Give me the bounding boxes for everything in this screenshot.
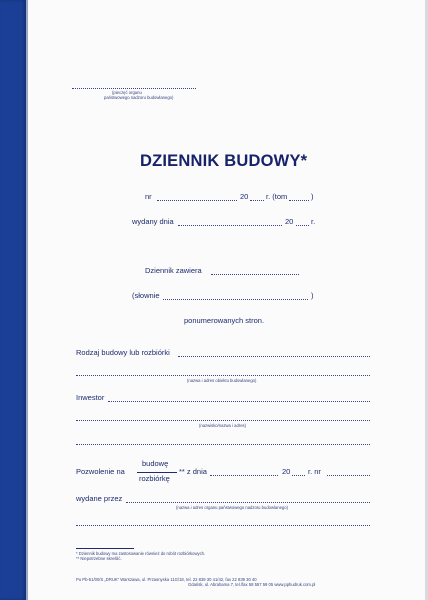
fraction-divider: [137, 472, 177, 473]
footnote-rule: [76, 548, 134, 549]
footnote-2: ** Niepotrzebne skreślić.: [76, 556, 122, 561]
year-field[interactable]: [250, 200, 264, 201]
publisher-line-2: Gdańsk, ul. Abrahama 7, tel./fax 58 557 59 05 www.pphudruk.com.pl: [188, 582, 316, 587]
tom-field[interactable]: [289, 200, 309, 201]
inwestor-caption: (nazwisko/nazwa i adres): [199, 423, 247, 428]
rodzaj-budowy-field[interactable]: [178, 356, 370, 357]
stamp-caption-line1: (pieczęć organu: [112, 90, 142, 95]
slownie-field[interactable]: [163, 299, 308, 300]
inwestor-field-3[interactable]: [76, 444, 370, 445]
year-field-3[interactable]: [292, 475, 305, 476]
wydane-caption: (nazwa i adres organu państwowego nadzoru budowlanego): [176, 505, 288, 510]
inwestor-field[interactable]: [108, 401, 370, 402]
inwestor-field-2[interactable]: [76, 420, 370, 421]
pozwolenie-date-field[interactable]: [210, 475, 278, 476]
r-label: r.: [311, 217, 316, 226]
slownie-label: (słownie: [132, 291, 160, 300]
nr-label: nr: [145, 192, 152, 201]
inwestor-label: Inwestor: [76, 393, 105, 402]
wydany-dnia-label: wydany dnia: [132, 217, 174, 226]
footnote-1: * Dziennik budowy ma zastosowanie również do robót rozbiórkowych.: [76, 551, 206, 556]
budowe-option[interactable]: budowę: [142, 459, 169, 468]
wydane-przez-label: wydane przez: [76, 494, 123, 503]
year-field-2[interactable]: [296, 225, 309, 226]
close-paren-2: ): [311, 291, 314, 300]
spine-edge: [26, 0, 28, 600]
stamp-dotted-line: [72, 88, 196, 89]
wydany-dnia-field[interactable]: [178, 225, 282, 226]
stamp-caption-line2: państwowego nadzoru budowlanego): [104, 95, 174, 100]
rozbiorke-option[interactable]: rozbiórkę: [139, 474, 170, 483]
page-title: DZIENNIK BUDOWY*: [140, 152, 308, 170]
z-dnia-label: ** z dnia: [179, 467, 207, 476]
rodzaj-budowy-label: Rodzaj budowy lub rozbiórki: [76, 348, 170, 357]
ponumerowanych-label: ponumerowanych stron.: [184, 316, 265, 325]
r-tom-label: r. (tom: [266, 192, 288, 201]
blue-binding-spine: [0, 0, 26, 600]
year-prefix-2: 20: [285, 217, 294, 226]
wydane-przez-field-2[interactable]: [76, 525, 370, 526]
pozwolenie-label: Pozwolenie na: [76, 467, 125, 476]
year-prefix: 20: [240, 192, 249, 201]
rodzaj-caption: (nazwa i adres obiektu budowlanego): [187, 378, 257, 383]
close-paren: ): [311, 192, 314, 201]
rodzaj-budowy-field-2[interactable]: [76, 375, 370, 376]
page-count-field[interactable]: [211, 274, 299, 275]
pozwolenie-nr-field[interactable]: [327, 475, 370, 476]
nr-field[interactable]: [157, 200, 237, 201]
wydane-przez-field[interactable]: [126, 502, 370, 503]
r-nr-label: r. nr: [308, 467, 321, 476]
dziennik-zawiera-label: Dziennik zawiera: [145, 266, 202, 275]
publisher-line-1: Pu Pb-51/00/S „DRUK” Warszawa, ul. Przasnyska 11G/18, tel. 22 839 30 41/42, fax 22 839 30 40: [76, 577, 257, 582]
year-prefix-3: 20: [282, 467, 291, 476]
